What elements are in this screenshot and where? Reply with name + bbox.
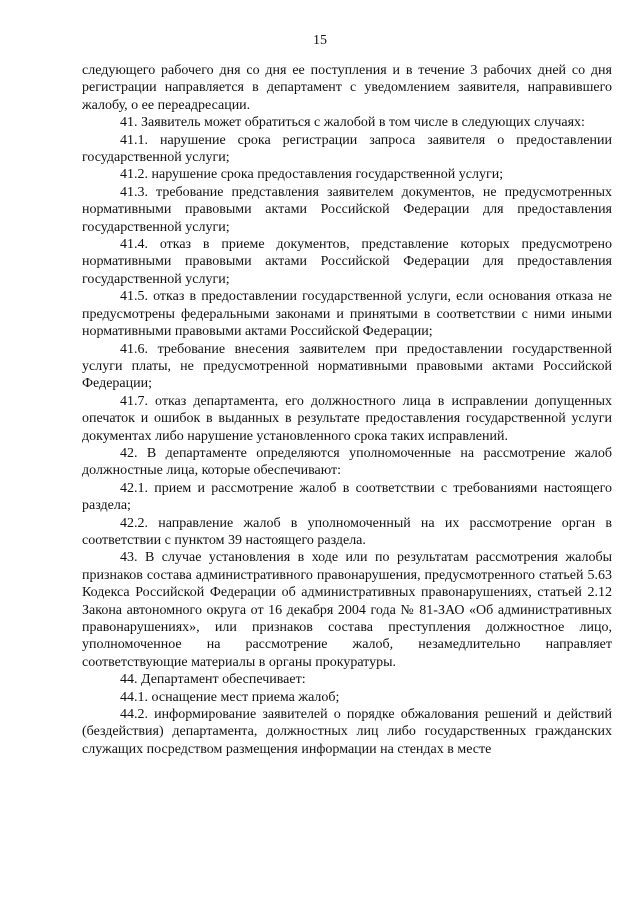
paragraph-41-2: 41.2. нарушение срока предоставления государственной услуги; [120, 167, 504, 183]
paragraph-44-1: 44.1. оснащение мест приема жалоб; [120, 689, 340, 705]
paragraph-44: 44. Департамент обеспечивает: [120, 672, 306, 688]
paragraph-continuation: следующего рабочего дня со дня ее поступления и в течение 3 рабочих дней со дня регистрации направляется в департамент с уведомлением заявителя, направившего жалобу, о ее переадресации. [82, 63, 612, 113]
paragraph-41-3: 41.3. требование представления заявителем документов, не предусмотренных нормативными правовыми актами Российской Федерации для предоставления государственной услуги; [82, 184, 612, 235]
document-body [82, 62, 612, 758]
page-number: 15 [313, 33, 327, 48]
paragraph-41-1: 41.1. нарушение срока регистрации запроса заявителя о предоставлении государственной услуги; [82, 132, 612, 166]
paragraph-42-1: 42.1. прием и рассмотрение жалоб в соответствии с требованиями настоящего раздела; [82, 480, 612, 514]
paragraph-43: 43. В случае установления в ходе или по результатам рассмотрения жалобы признаков состава административного правонарушения, предусмотренного статьей 5.63 Кодекса Российской Федерации об административных правонарушениях, статьей 2.12 Закона автономного округа от 16 декабря 2004 года № 81-ЗАО «Об административных правонарушениях», или признаков состава преступления должностное лицо, уполномоченное на рассмотрение жалоб, незамедлительно направляет соответствующие материалы в органы прокуратуры. [82, 550, 612, 670]
paragraph-44-2: 44.2. информирование заявителей о порядке обжалования решений и действий (бездействия) департамента, должностных лиц либо государственных гражданских служащих посредством размещения информации на стендах в месте [82, 707, 612, 757]
paragraph-41-5: 41.5. отказ в предоставлении государственной услуги, если основания отказа не предусмотрены федеральными законами и принятыми в соответствии с ними иными нормативными правовыми актами Российской Федерации; [82, 289, 612, 340]
paragraph-41-4: 41.4. отказ в приеме документов, представление которых предусмотрено нормативными правовыми актами Российской Федерации для предоставления государственной услуги; [82, 237, 612, 287]
paragraph-41-6: 41.6. требование внесения заявителем при предоставлении государственной услуги платы, не предусмотренной нормативными правовыми актами Российской Федерации; [82, 341, 612, 392]
paragraph-41: 41. Заявитель может обратиться с жалобой в том числе в следующих случаях: [120, 115, 585, 131]
paragraph-42-2: 42.2. направление жалоб в уполномоченный на их рассмотрение орган в соответствии с пунктом 39 настоящего раздела. [82, 515, 612, 548]
paragraph-42: 42. В департаменте определяются уполномоченные на рассмотрение жалоб должностные лица, которые обеспечивают: [82, 445, 612, 479]
paragraph-41-7: 41.7. отказ департамента, его должностного лица в исправлении допущенных опечаток и ошибок в выданных в результате предоставления государственной услуги документах либо нарушение установленного срока таких исправлений. [82, 393, 612, 444]
